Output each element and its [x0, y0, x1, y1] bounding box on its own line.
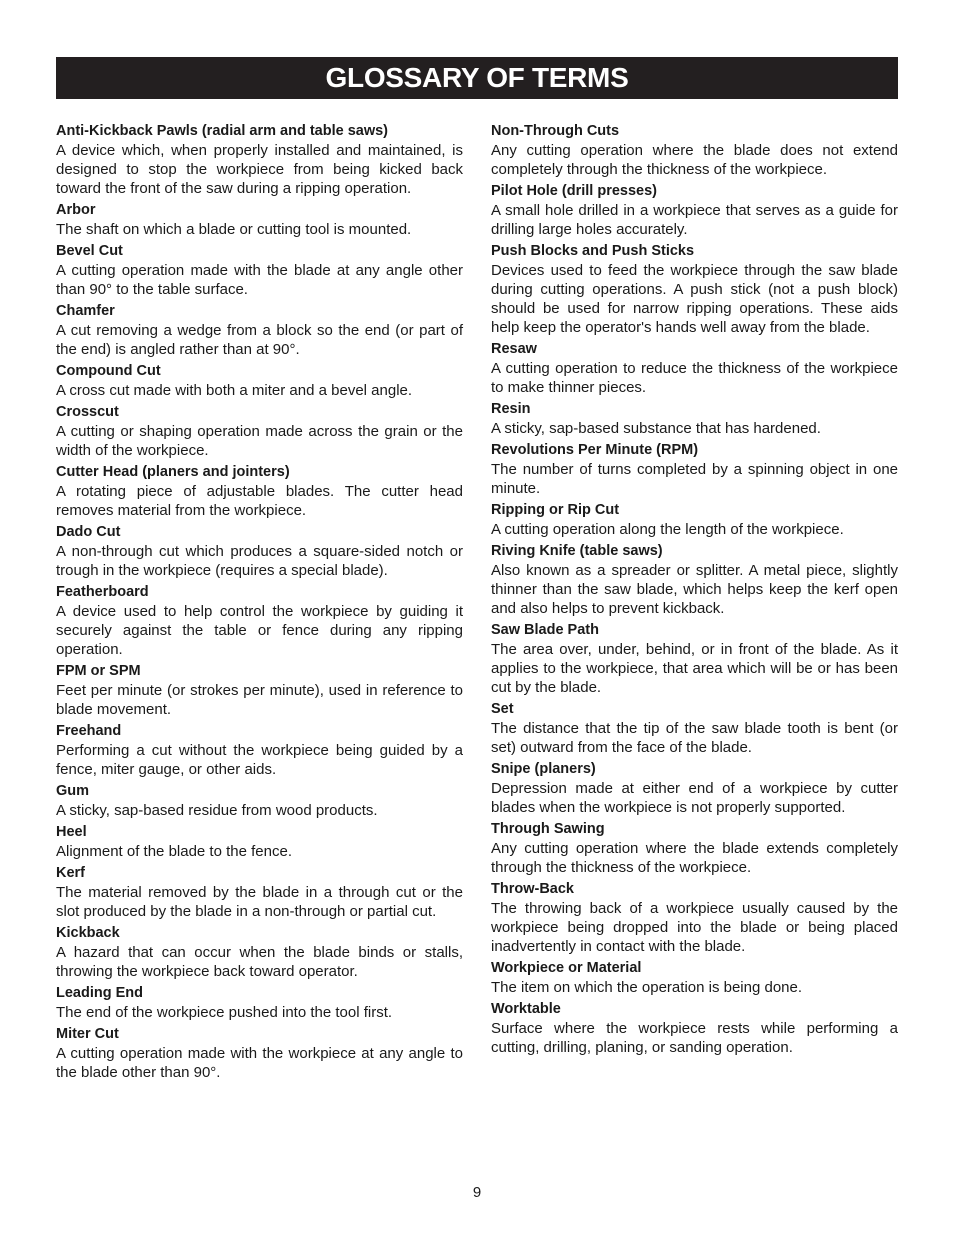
glossary-definition: A cut removing a wedge from a block so the end (or part of the end) is angled rather than at 90°.	[56, 322, 463, 358]
glossary-entry	[491, 820, 898, 877]
glossary-term: Featherboard	[56, 584, 149, 600]
glossary-term: Cutter Head (planers and jointers)	[56, 464, 290, 480]
glossary-entry	[56, 463, 463, 520]
glossary-term: Riving Knife (table saws)	[491, 543, 663, 559]
glossary-definition: A non-through cut which produces a square-sided notch or trough in the workpiece (requires a special blade).	[56, 543, 463, 579]
glossary-term: Worktable	[491, 1001, 561, 1017]
glossary-definition: Feet per minute (or strokes per minute), used in reference to blade movement.	[56, 682, 463, 718]
glossary-definition: Any cutting operation where the blade does not extend completely through the thickness of the workpiece.	[491, 142, 898, 178]
glossary-definition: A cutting operation made with the workpiece at any angle to the blade other than 90°.	[56, 1045, 463, 1081]
glossary-definition: A hazard that can occur when the blade binds or stalls, throwing the workpiece back toward operator.	[56, 944, 463, 980]
glossary-term: Workpiece or Material	[491, 960, 642, 976]
glossary-entry	[56, 403, 463, 460]
glossary-definition: A cutting operation made with the blade at any angle other than 90° to the table surface.	[56, 262, 463, 298]
glossary-term: Dado Cut	[56, 524, 121, 540]
glossary-term: Heel	[56, 824, 87, 840]
glossary-entry	[491, 1000, 898, 1057]
glossary-definition: The shaft on which a blade or cutting tool is mounted.	[56, 221, 412, 238]
glossary-definition: The material removed by the blade in a through cut or the slot produced by the blade in a non-through or partial cut.	[56, 884, 463, 920]
glossary-term: Compound Cut	[56, 363, 161, 379]
glossary-term: Gum	[56, 783, 90, 799]
glossary-definition: Surface where the workpiece rests while performing a cutting, drilling, planing, or sanding operation.	[491, 1020, 898, 1056]
glossary-term: Resaw	[491, 341, 537, 357]
glossary-entry	[491, 501, 898, 539]
glossary-definition: A sticky, sap-based residue from wood products.	[56, 802, 378, 819]
glossary-definition: Devices used to feed the workpiece through the saw blade during cutting operations. A push stick (not a push block) should be used for narrow ripping operations. These aids help keep the operator's hands well away from the blade.	[491, 262, 898, 336]
glossary-definition: The distance that the tip of the saw blade tooth is bent (or set) outward from the face of the blade.	[491, 720, 898, 756]
glossary-entry	[56, 302, 463, 359]
glossary-definition: Depression made at either end of a workpiece by cutter blades when the workpiece is not properly supported.	[491, 780, 898, 816]
glossary-term: Throw-Back	[491, 881, 574, 897]
glossary-term: Anti-Kickback Pawls (radial arm and table saws)	[56, 123, 389, 139]
glossary-definition: The end of the workpiece pushed into the tool first.	[56, 1004, 393, 1021]
glossary-entry	[491, 959, 898, 997]
glossary-entry	[56, 924, 463, 981]
glossary-entry	[491, 760, 898, 817]
glossary-entry	[56, 984, 463, 1022]
glossary-term: Saw Blade Path	[491, 622, 599, 638]
glossary-definition: A cross cut made with both a miter and a bevel angle.	[56, 382, 413, 399]
glossary-entry	[56, 823, 463, 861]
glossary-definition: The item on which the operation is being done.	[491, 979, 803, 996]
glossary-definition: Also known as a spreader or splitter. A metal piece, slightly thinner than the saw blade, which helps keep the kerf open and also helps to prevent kickback.	[491, 562, 898, 617]
glossary-definition: The area over, under, behind, or in front of the blade. As it applies to the workpiece, that area which will be or has been cut by the blade.	[491, 641, 898, 696]
glossary-term: Set	[491, 701, 514, 717]
glossary-term: Chamfer	[56, 303, 115, 319]
glossary-term: Through Sawing	[491, 821, 605, 837]
glossary-term: Non-Through Cuts	[491, 123, 620, 139]
glossary-entry	[491, 182, 898, 239]
glossary-term: Snipe (planers)	[491, 761, 596, 777]
glossary-entry	[56, 782, 463, 820]
glossary-term: Push Blocks and Push Sticks	[491, 243, 695, 259]
glossary-definition: A rotating piece of adjustable blades. The cutter head removes material from the workpiece.	[56, 483, 463, 519]
glossary-term: Kickback	[56, 925, 120, 941]
glossary-entry	[56, 201, 463, 239]
glossary-entry	[491, 340, 898, 397]
page-header-bar	[56, 57, 898, 99]
glossary-term: Freehand	[56, 723, 122, 739]
glossary-term: Crosscut	[56, 404, 119, 420]
glossary-entry	[491, 542, 898, 618]
glossary-term: Resin	[491, 401, 531, 417]
glossary-entry	[491, 880, 898, 956]
glossary-entry	[491, 700, 898, 757]
glossary-definition: A device which, when properly installed and maintained, is designed to stop the workpiece from being kicked back toward the front of the saw during a ripping operation.	[56, 142, 463, 197]
glossary-term: Pilot Hole (drill presses)	[491, 183, 657, 199]
glossary-definition: Performing a cut without the workpiece being guided by a fence, miter gauge, or other aids.	[56, 742, 463, 778]
page-number: 9	[472, 1184, 482, 1201]
glossary-entry	[56, 362, 463, 400]
glossary-entry	[491, 400, 898, 438]
glossary-term: Arbor	[56, 202, 96, 218]
glossary-entry	[56, 722, 463, 779]
glossary-entry	[56, 864, 463, 921]
glossary-term: Leading End	[56, 985, 143, 1001]
glossary-definition: A cutting or shaping operation made across the grain or the width of the workpiece.	[56, 423, 463, 459]
glossary-term: Miter Cut	[56, 1026, 119, 1042]
glossary-entry	[56, 583, 463, 659]
glossary-entry	[56, 1025, 463, 1082]
glossary-definition: A small hole drilled in a workpiece that serves as a guide for drilling large holes accurately.	[491, 202, 898, 238]
glossary-entry	[491, 242, 898, 337]
glossary-term: Ripping or Rip Cut	[491, 502, 620, 518]
glossary-term: Revolutions Per Minute (RPM)	[491, 442, 699, 458]
glossary-term: FPM or SPM	[56, 663, 141, 679]
page-title: GLOSSARY OF TERMS	[325, 62, 629, 93]
glossary-definition: A cutting operation to reduce the thickness of the workpiece to make thinner pieces.	[491, 360, 898, 396]
glossary-entry	[56, 122, 463, 198]
glossary-entry	[56, 523, 463, 580]
glossary-entry	[56, 242, 463, 299]
glossary-left-column	[56, 122, 463, 1085]
glossary-definition: Any cutting operation where the blade extends completely through the thickness of the workpiece.	[491, 840, 898, 876]
glossary-definition: The throwing back of a workpiece usually caused by the workpiece being dropped into the blade or being placed inadvertently in contact with the blade.	[491, 900, 898, 955]
glossary-entry	[491, 621, 898, 697]
glossary-term: Bevel Cut	[56, 243, 123, 259]
glossary-definition: The number of turns completed by a spinning object in one minute.	[491, 461, 898, 497]
glossary-term: Kerf	[56, 865, 86, 881]
glossary-entry	[491, 441, 898, 498]
glossary-definition: A sticky, sap-based substance that has hardened.	[491, 420, 821, 437]
glossary-definition: A cutting operation along the length of the workpiece.	[491, 521, 844, 538]
glossary-definition: A device used to help control the workpiece by guiding it securely against the table or fence during any ripping operation.	[56, 603, 463, 658]
glossary-entry	[491, 122, 898, 179]
glossary-right-column	[491, 122, 898, 1060]
glossary-definition: Alignment of the blade to the fence.	[56, 843, 292, 860]
glossary-entry	[56, 662, 463, 719]
